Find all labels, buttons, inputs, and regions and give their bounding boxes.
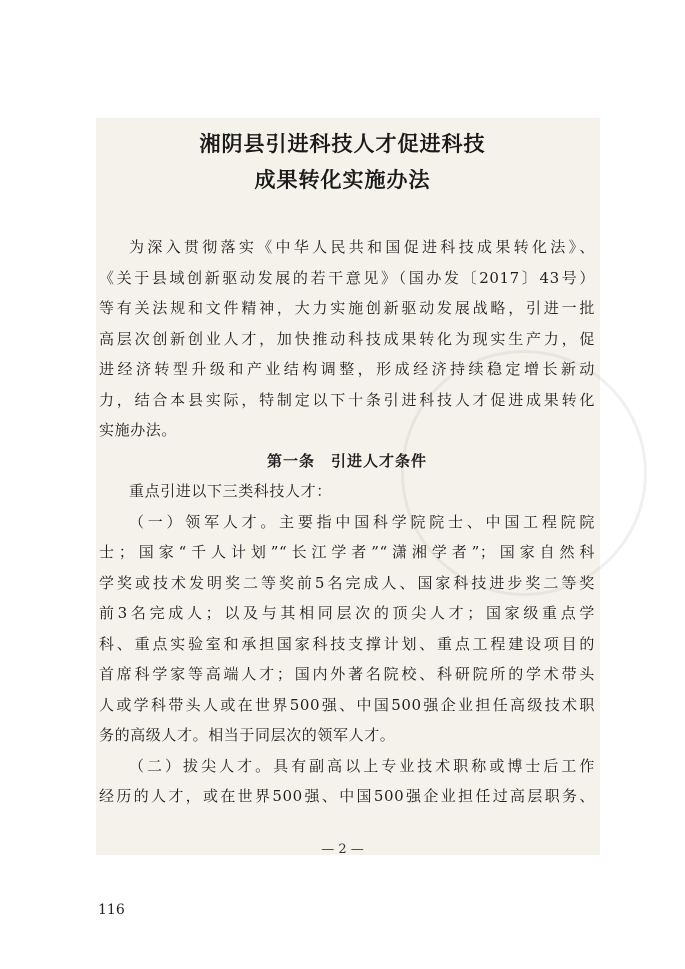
text-line: 实施办法。 [99,421,178,439]
text-line: 力，结合本县实际，特制定以下十条引进科技人才促进成果转化 [99,390,595,409]
text-line: 进经济转型升级和产业结构调整，形成经济持续稳定增长新动 [99,360,595,378]
text-line: 科、重点实验室和承担国家科技支撑计划、重点工程建设项目的 [99,634,595,653]
text-line: 等有关法规和文件精神，大力实施创新驱动发展战略，引进一批 [99,299,595,317]
text-line: 士；国家“千人计划”“长江学者”“潇湘学者”；国家自然科 [99,543,595,561]
text-line: 务的高级人才。相当于同层次的领军人才。 [99,726,396,744]
page-number: 116 [98,902,125,918]
text-line: 《关于县域创新驱动发展的若干意见》（国办发〔2017〕43号） [99,268,595,287]
text-line: （二）拔尖人才。具有副高以上专业技术职称或博士后工作 [129,756,595,775]
text-line: 重点引进以下三类科技人才： [129,482,332,500]
text-line: 人或学科带头人或在世界500强、中国500强企业担任高级技术职 [99,695,595,714]
text-line: 为深入贯彻落实《中华人民共和国促进科技成果转化法》、 [129,238,595,256]
text-line: 首席科学家等高端人才；国内外著名院校、科研院所的学术带头 [99,665,595,683]
text-line: 经历的人才，或在世界500强、中国500强企业担任过高层职务、 [99,787,595,805]
scan-page-mark: — 2 — [321,842,364,857]
text-line: 学奖或技术发明奖二等奖前5名完成人、国家科技进步奖二等奖 [99,573,595,592]
text-line: 前3名完成人；以及与其相同层次的顶尖人才；国家级重点学 [99,604,595,622]
article-body [99,476,595,812]
document-body [99,232,595,812]
article-heading: 第一条 引进人才条件 [266,451,427,470]
document-title-line-2: 成果转化实施办法 [254,168,431,192]
document-title-line-1: 湘阴县引进科技人才促进科技 [199,132,486,156]
text-line: 高层次创新创业人才，加快推动科技成果转化为现实生产力，促 [99,329,595,348]
intro-paragraph [99,232,595,446]
text-line: （一）领军人才。主要指中国科学院院士、中国工程院院 [129,512,595,531]
